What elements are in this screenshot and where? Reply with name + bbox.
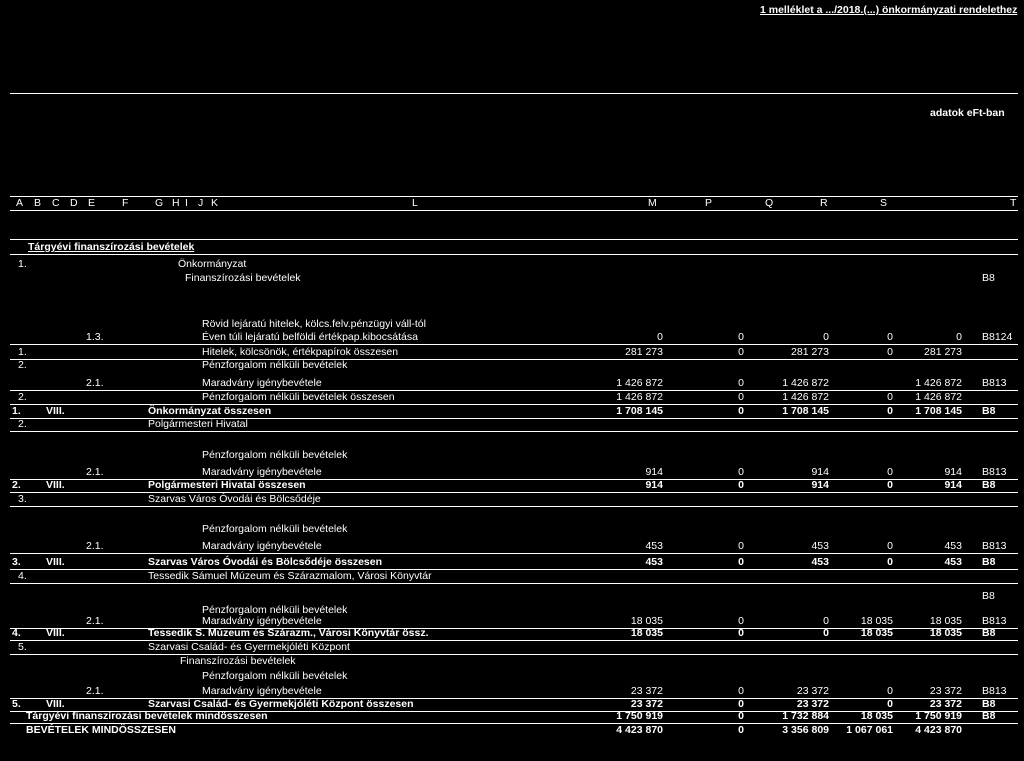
row-label: Pénzforgalom nélküli bevételek <box>202 670 348 682</box>
row-divider <box>10 654 1018 655</box>
row-code: B8124 <box>982 331 1013 343</box>
row-number: 2. <box>18 391 27 403</box>
row-label: Tessedik Sámuel Múzeum és Szárazmalom, Városi Könyvtár <box>148 570 432 582</box>
row-value: 0 <box>738 377 744 389</box>
row-label: Önkormányzat összesen <box>148 405 272 417</box>
row-number: 2.1. <box>86 377 104 389</box>
row-value: 0 <box>887 540 893 552</box>
divider <box>10 254 1018 255</box>
row-code: B8 <box>982 405 996 417</box>
row-code: B8 <box>982 272 995 284</box>
row-value: 914 <box>811 466 829 478</box>
row-label: Polgármesteri Hivatal összesen <box>148 479 306 491</box>
row-value: 914 <box>944 479 962 491</box>
divider <box>10 210 1018 211</box>
column-letter: Q <box>765 197 774 209</box>
column-letter: F <box>122 197 129 209</box>
row-code: B813 <box>982 377 1007 389</box>
row-label: Rövid lejáratú hitelek, kölcs.felv.pénzügyi váll-tól <box>202 318 426 330</box>
row-value: 23 372 <box>929 685 962 697</box>
row-value: 0 <box>657 331 663 343</box>
row-number: 4. <box>12 627 21 639</box>
row-value: 0 <box>738 405 744 417</box>
row-divider <box>10 506 1018 507</box>
section-title: Tárgyévi finanszírozási bevételek <box>28 241 195 253</box>
row-value: 0 <box>887 346 893 358</box>
row-label: Pénzforgalom nélküli bevételek <box>202 523 348 535</box>
row-label: Maradvány igénybevétele <box>202 615 322 627</box>
row-label: Tessedik S. Múzeum és Szárazm., Városi Könyvtár össz. <box>148 627 429 639</box>
row-value: 1 426 872 <box>616 391 663 403</box>
row-value: 281 273 <box>924 346 962 358</box>
row-divider <box>10 359 1018 360</box>
row-value: 18 035 <box>630 615 663 627</box>
row-label: Éven túli lejáratú belföldi értékpap.kibocsátása <box>202 331 418 343</box>
column-letter: D <box>70 197 78 209</box>
row-value: 0 <box>738 710 744 722</box>
column-letter: G <box>155 197 164 209</box>
column-letter: I <box>185 197 188 209</box>
row-code: B8 <box>982 710 996 722</box>
row-code: B8 <box>982 627 996 639</box>
row-value: 0 <box>887 556 893 568</box>
row-code: B8 <box>982 479 996 491</box>
row-code: B8 <box>982 698 996 710</box>
row-value: 1 750 919 <box>915 710 962 722</box>
row-number: 3. <box>12 556 21 568</box>
row-value: 18 035 <box>860 710 893 722</box>
row-divider <box>10 583 1018 584</box>
row-value: 0 <box>738 556 744 568</box>
row-value: 453 <box>944 540 962 552</box>
row-value: 914 <box>645 479 663 491</box>
row-value: 0 <box>738 724 744 736</box>
row-value: 1 426 872 <box>782 391 829 403</box>
row-number: 2.1. <box>86 466 104 478</box>
row-value: 453 <box>811 540 829 552</box>
row-value: 0 <box>738 391 744 403</box>
row-value: 0 <box>887 698 893 710</box>
row-code: B813 <box>982 466 1007 478</box>
column-letter: S <box>880 197 888 209</box>
row-value: 1 426 872 <box>616 377 663 389</box>
column-letter: M <box>648 197 657 209</box>
row-number: 2. <box>18 359 27 371</box>
row-value: 0 <box>887 685 893 697</box>
row-value: 23 372 <box>796 685 829 697</box>
row-value: 23 372 <box>630 698 663 710</box>
row-roman: VIII. <box>46 479 65 491</box>
divider <box>10 239 1018 240</box>
row-label: Finanszírozási bevételek <box>185 272 301 284</box>
column-letter: K <box>211 197 219 209</box>
row-value: 0 <box>956 331 962 343</box>
column-letter: B <box>34 197 42 209</box>
row-value: 18 035 <box>860 627 893 639</box>
row-value: 23 372 <box>630 685 663 697</box>
row-value: 1 750 919 <box>616 710 663 722</box>
row-label: Pénzforgalom nélküli bevételek <box>202 359 348 371</box>
row-roman: VIII. <box>46 627 65 639</box>
row-value: 18 035 <box>630 627 663 639</box>
row-value: 1 708 145 <box>616 405 663 417</box>
row-label: Finanszírozási bevételek <box>180 655 296 667</box>
row-number: 1. <box>18 346 27 358</box>
row-label: Önkormányzat <box>178 258 247 270</box>
row-label: Pénzforgalom nélküli bevételek <box>202 449 348 461</box>
divider <box>10 93 1018 94</box>
row-label: Szarvas Város Óvodái és Bölcsődéje <box>148 493 321 505</box>
row-value: 0 <box>738 479 744 491</box>
column-letter: R <box>820 197 828 209</box>
row-value: 1 067 061 <box>846 724 893 736</box>
row-value: 0 <box>738 540 744 552</box>
row-value: 0 <box>823 331 829 343</box>
row-value: 453 <box>944 556 962 568</box>
row-value: 453 <box>645 556 663 568</box>
row-value: 1 708 145 <box>915 405 962 417</box>
row-value: 3 356 809 <box>782 724 829 736</box>
row-number: 5. <box>18 641 27 653</box>
row-value: 0 <box>738 627 744 639</box>
row-value: 1 426 872 <box>915 377 962 389</box>
row-value: 914 <box>645 466 663 478</box>
row-value: 0 <box>823 615 829 627</box>
row-value: 18 035 <box>860 615 893 627</box>
row-value: 453 <box>645 540 663 552</box>
row-code: B8 <box>982 590 995 602</box>
column-letter: H <box>172 197 180 209</box>
row-number: 2.1. <box>86 615 104 627</box>
column-letter: P <box>705 197 713 209</box>
column-letter: E <box>88 197 96 209</box>
row-value: 0 <box>887 391 893 403</box>
row-value: 4 423 870 <box>616 724 663 736</box>
row-value: 0 <box>738 685 744 697</box>
column-letter: T <box>1010 197 1017 209</box>
row-value: 18 035 <box>929 615 962 627</box>
row-label: Szarvasi Család- és Gyermekjóléti Központ összesen <box>148 698 414 710</box>
row-value: 0 <box>887 331 893 343</box>
row-value: 914 <box>944 466 962 478</box>
row-label: Maradvány igénybevétele <box>202 466 322 478</box>
row-value: 23 372 <box>796 698 829 710</box>
row-divider <box>10 553 1018 554</box>
row-label: Maradvány igénybevétele <box>202 377 322 389</box>
row-number: 2. <box>18 418 27 430</box>
column-letter: A <box>16 197 24 209</box>
row-value: 1 732 884 <box>782 710 829 722</box>
annex-title: 1 melléklet a .../2018.(...) önkormányzati rendelethez <box>760 4 1018 16</box>
row-code: B813 <box>982 615 1007 627</box>
row-value: 1 426 872 <box>915 391 962 403</box>
row-code: B8 <box>982 556 996 568</box>
row-value: 0 <box>738 615 744 627</box>
row-value: 453 <box>811 556 829 568</box>
row-number: 1.3. <box>86 331 104 343</box>
row-value: 23 372 <box>929 698 962 710</box>
row-number: 2.1. <box>86 540 104 552</box>
row-label: Polgármesteri Hivatal <box>148 418 248 430</box>
row-roman: VIII. <box>46 405 65 417</box>
row-value: 18 035 <box>929 627 962 639</box>
row-value: 281 273 <box>791 346 829 358</box>
column-letter: J <box>198 197 204 209</box>
row-value: 0 <box>738 466 744 478</box>
row-number: 4. <box>18 570 27 582</box>
row-value: 0 <box>738 331 744 343</box>
row-divider <box>10 431 1018 432</box>
row-label: Hitelek, kölcsönök, értékpapírok összesen <box>202 346 399 358</box>
column-letter: C <box>52 197 60 209</box>
row-number: 2.1. <box>86 685 104 697</box>
row-label: BEVÉTELEK MINDÖSSZESEN <box>26 724 176 736</box>
row-value: 1 708 145 <box>782 405 829 417</box>
row-label: Szarvasi Család- és Gyermekjóléti Központ <box>148 641 350 653</box>
row-code: B813 <box>982 685 1007 697</box>
row-value: 914 <box>811 479 829 491</box>
row-label: Szarvas Város Óvodái és Bölcsődéje összesen <box>148 556 383 568</box>
row-number: 1. <box>18 258 27 270</box>
row-divider <box>10 344 1018 345</box>
row-roman: VIII. <box>46 556 65 568</box>
row-label: Pénzforgalom nélküli bevételek összesen <box>202 391 395 403</box>
row-label: Pénzforgalom nélküli bevételek <box>202 604 348 616</box>
row-number: 1. <box>12 405 21 417</box>
row-value: 0 <box>823 627 829 639</box>
row-value: 0 <box>738 698 744 710</box>
row-label: Maradvány igénybevétele <box>202 540 322 552</box>
row-value: 0 <box>738 346 744 358</box>
row-code: B813 <box>982 540 1007 552</box>
unit-label: adatok eFt-ban <box>930 107 1005 119</box>
row-value: 4 423 870 <box>915 724 962 736</box>
row-roman: VIII. <box>46 698 65 710</box>
column-letter: L <box>412 197 418 209</box>
row-value: 0 <box>887 479 893 491</box>
row-number: 2. <box>12 479 21 491</box>
row-number: 5. <box>12 698 21 710</box>
row-value: 281 273 <box>625 346 663 358</box>
row-value: 0 <box>887 405 893 417</box>
row-label: Maradvány igénybevétele <box>202 685 322 697</box>
row-value: 0 <box>887 466 893 478</box>
row-label: Tárgyévi finanszírozási bevételek mindösszesen <box>26 710 268 722</box>
row-number: 3. <box>18 493 27 505</box>
row-value: 1 426 872 <box>782 377 829 389</box>
